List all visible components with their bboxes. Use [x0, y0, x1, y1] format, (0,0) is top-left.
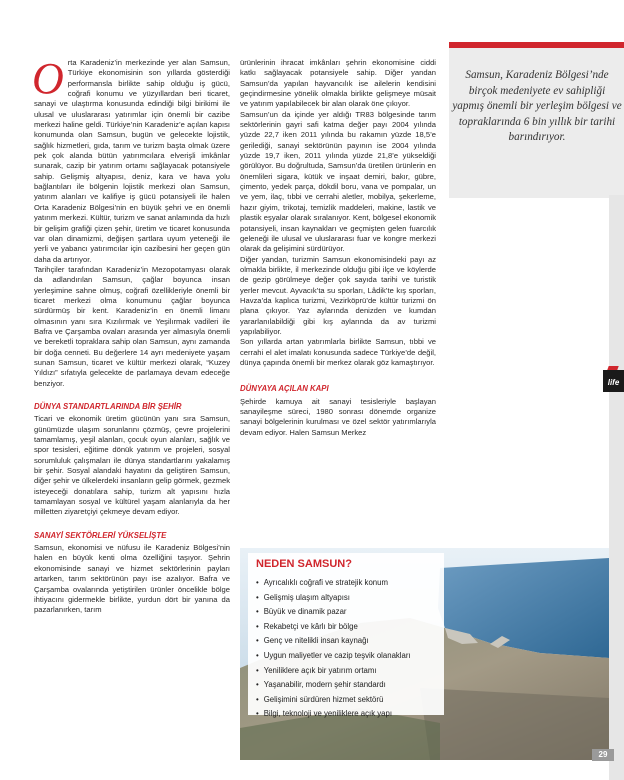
side-stripe [609, 195, 624, 780]
paragraph: Son yıllarda artan yatırımlarla birlikte Samsun, tıbbi ve cerrahi el alet imalatı konusunda sadece Türkiye’de değil, dünya çapında önemli bir merkez olarak göz kamaştırıyor. [240, 337, 436, 367]
paragraph: Samsun, ekonomisi ve nüfusu ile Karadeniz Bölgesi’nin halen en büyük kenti olma özelliğini taşıyor. Şehrin ekonomisinde sanayi ve hizmet sektörlerinin payları artarken, tarım sektörünün payı ise azalıyor. Bafra ve Çarşamba ovalarında yetiştirilen ürünler öncelikle bölge ihtiyacını gidermekle birlikte, yurdun dört bir yanına da pazarlanırken, tarım [34, 543, 230, 615]
life-logo: life [603, 370, 624, 392]
list-item: • Yeniliklere açık bir yatırım ortamı [256, 664, 411, 679]
paragraph: Tarihçiler tarafından Karadeniz’in Mezopotamyası olarak da adlandırılan Samsun, çağlar boyunca insan yerleşimine sahne olmuş, coğrafi özellikleriyle önemli bir ticaret merkezi olma konumunu çağlar boyunca sürdürmüş bir kent. Karadeniz’in en önemli limanı olmasının yanı sıra Kızılırmak ve Yeşilırmak vadileri ile Bafra ve Çarşamba ovaları arasında yer almasıyla önemli ve bereketli topraklara sahip olan Samsun, aynı zamanda bir doğa cenneti. Bu değerlere 14 ayrı medeniyete yaşam sunan Samsun, ticaret ve kültür merkezi olarak, “Kuzey Yıldızı” sıfatıyla gelecekte de parlamaya devam edeceğe benziyor. [34, 264, 230, 388]
section-heading-gateway: DÜNYAYA AÇILAN KAPI [240, 384, 329, 394]
section-heading-industry: SANAYİ SEKTÖRLERİ YÜKSELİŞTE [34, 530, 167, 540]
list-item: • Ayrıcalıklı coğrafi ve stratejik konum [256, 576, 411, 591]
why-samsun-list [256, 576, 411, 722]
article-column-2 [240, 58, 436, 438]
why-samsun-title: NEDEN SAMSUN? [256, 558, 352, 570]
section-heading-world-standards: DÜNYA STANDARTLARINDA BİR ŞEHİR [34, 402, 182, 411]
list-item: • Uygun maliyetler ve cazip teşvik olanakları [256, 649, 411, 664]
drop-cap: O [32, 54, 64, 103]
paragraph: Şehirde kamuya ait sanayi tesisleriyle başlayan sanayileşme süreci, 1980 sonrası dönemde organize sanayi bölgelerinin kurulması ve özel sektör yatırımlarıyla devam ediyor. Halen Samsun Merkez [240, 396, 436, 437]
list-item: • Büyük ve dinamik pazar [256, 605, 411, 620]
list-item: • Gelişmiş ulaşım altyapısı [256, 591, 411, 606]
pull-quote: Samsun, Karadeniz Bölgesi’nde birçok medeniyete ev sahipliği yapmış önemli bir yerleşim bölgesi ve topraklarında 6 bin yıllık bir tarihi barındırıyor. [452, 69, 622, 144]
list-item: • Gelişimini sürdüren hizmet sektörü [256, 693, 411, 708]
article-column-1 [32, 54, 230, 616]
paragraph: Ticari ve ekonomik üretim gücünün yanı sıra Samsun, günümüzde ulaşım sorunlarını çözmüş, çevre projelerini tamamlamış, yeşil alanları, çocuk oyun alanları, sağlık ve spor tesisleri, eğitime dönük yatırım ve projeleri, sosyal sorumluluk çalışmaları ile dünya standartlarını yakalamış bir şehir. Sosyal alandaki hayatını da geliştiren Samsun, diğer şehir ve ülkelerdeki insanların gelip görmek, gezmek isteyeceği donatılara sahip, turizm alt yapısını hızla tamamlayan sosyal ve kültürel yaşam alanlarıyla da her milletten ziyaretçiyi çekmeye devam ediyor. [34, 414, 230, 517]
paragraph: Diğer yandan, turizmin Samsun ekonomisindeki payı az olmakla birlikte, il merkezinde olduğu gibi ilçe ve köylerde de gezip görülmeye değer çok sayıda tarihi ve turistik yerler mevcut. Ayvacık’ta su sporları, Lâdik’te kış sporları, Havza’da kaplıca turizmi, Vezirköprü’de kültür turizmi ön plana çıkıyor. Yaz aylarında denizden ve kumdan yararlanılabildiği gibi kış aylarında da av turizmi yapılabiliyor. [240, 254, 436, 336]
list-item: • Bilgi, teknoloji ve yeniliklere açık yapı [256, 707, 411, 722]
paragraph: Samsun’un da içinde yer aldığı TR83 bölgesinde tarım sektörlerinin gayri safi katma değer payı 2004 yılında yüzde 22,7 iken 2011 yılında bu rakamın yüzde 18,5’e gerilediği, sanayi sektörünün payının ise 2004 yılında yüzde 19,7 iken, 2011 yılında yüzde 21,8’e yükseldiği görülüyor. Bu doğrultuda, Samsun’da üretilen ürünlerin en önemlileri sigara, kütük ve inşaat demiri, bakır, gübre, çimento, yedek parça, dökdil boru, vana ve pompalar, un ve yem, ilaç, tıbbi ve cerrahi aletler, mobilya, şekerleme, hazır giyim, trikotaj, temizlik maddeleri, makine, lastik ve plastik eşyalar olarak sıralanıyor. Kent, bölgesel ekonomik potansiyeli, insan kaynakları ve geçmişten gelen fuarcılık geleneği ile ulusal ve uluslararası fuar ve kongre merkezi olarak da gelişimini sürdürüyor. [240, 109, 436, 254]
list-item: • Genç ve nitelikli insan kaynağı [256, 634, 411, 649]
list-item: • Rekabetçi ve kârlı bir bölge [256, 620, 411, 635]
page-number: 29 [592, 749, 614, 761]
paragraph: ürünlerinin ihracat imkânları şehrin ekonomisine ciddi katkı sağlayacak potansiyele sahip. Diğer yandan Samsun’da yapılan hayvancılık ise ailelerin kendisini geçindirmesine yönelik olmakla birlikte gelişmeye müsait ve yatırım yapılabilecek bir alan olarak öne çıkıyor. [240, 58, 436, 109]
list-item: • Yaşanabilir, modern şehir standardı [256, 678, 411, 693]
paragraph: rta Karadeniz’in merkezinde yer alan Samsun, Türkiye ekonomisinin son yıllarda gösterdiği performansla birlikte sahip olduğu iş gücü, coğrafi konumu ve yüzyıllardan beri ticaret, sanayi ve ulaştırma konusunda edindiği bilgi birikimi ile ulusal ve uluslararası yatırımlar için önemli bir cazibe merkezi haline geldi. Türkiye’nin Karadeniz’e açılan kapısı konumunda olan Samsun, bugün ve gelecekte lojistik, sağlık hizmetleri, gıda, tarım ve turizm başta olmak üzere pek çok alanda bütün yatırımcılara elverişli imkânlar sunarak, cazip bir yatırım ortamı sağlayacak potansiyele sahip. Gelişmiş altyapısı, deniz, kara ve hava yolu bağlantıları ile bölgenin lojistik merkezi olan Samsun, yatırım alanları ve kalifiye iş gücü potansiyeli ile halen Orta Karadeniz Bölgesi’nin en büyük şehri ve en önemli yatırım merkezi. Kültür, turizm ve sanat anlamında da hızlı bir gelişim grafiği çizen şehir, üretim ve ticaret konusunda var olan dinamizmi, değişen şartlara uyum yeteneği ile yerli ve yabancı yatırımcılar için cazibesini her geçen gün daha da artırıyor. [34, 58, 230, 264]
